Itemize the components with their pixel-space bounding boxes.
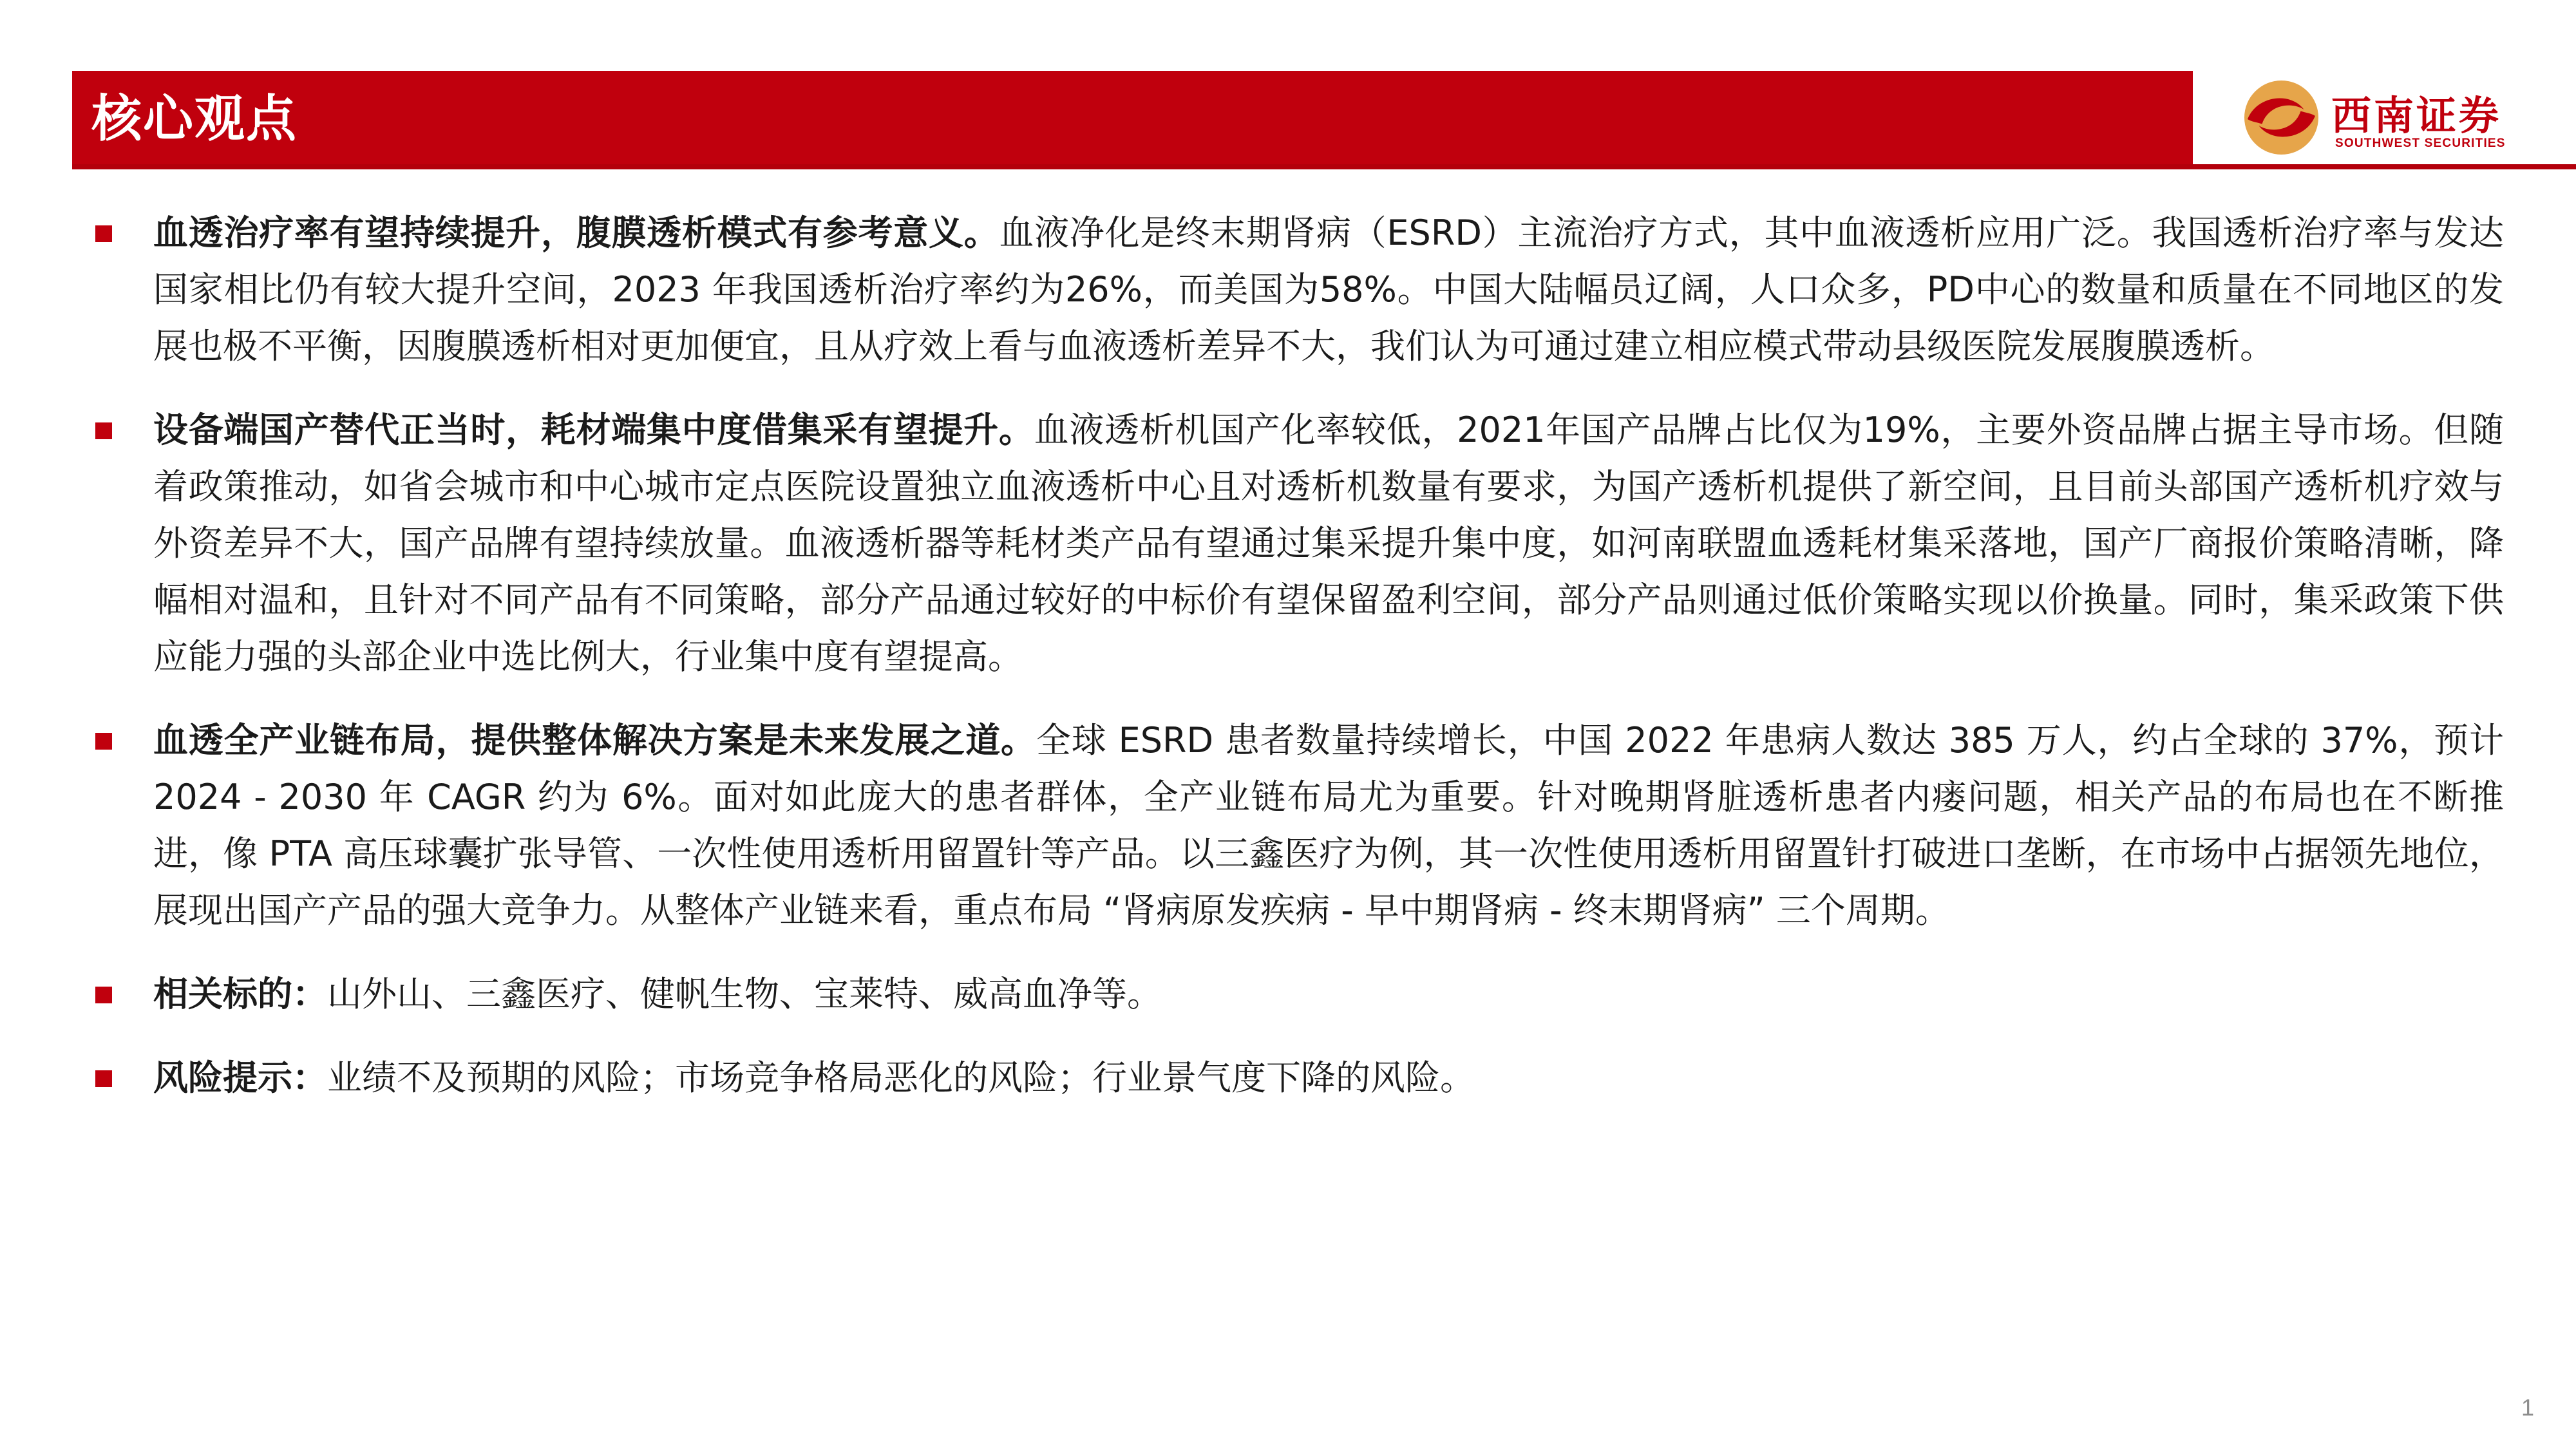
southwest-securities-logo-icon [2241, 77, 2322, 158]
key-point [95, 205, 2504, 375]
point-body: 山外山、三鑫医疗、健帆生物、宝莱特、威高血净等。 [327, 974, 1162, 1014]
point-heading: 设备端国产替代正当时，耗材端集中度借集采有望提升。 [153, 410, 1034, 450]
bullet-square-icon [95, 733, 112, 750]
point-heading: 血透治疗率有望持续提升，腹膜透析模式有参考意义。 [153, 213, 999, 253]
header-divider [72, 164, 2576, 169]
point-body: 业绩不及预期的风险；市场竞争格局恶化的风险；行业景气度下降的风险。 [327, 1057, 1475, 1098]
key-point [95, 712, 2504, 939]
key-point [95, 966, 2504, 1023]
bullet-square-icon [95, 225, 112, 242]
point-body: 血液净化是终末期肾病（ESRD）主流治疗方式，其中血液透析应用广泛。我国透析治疗率与发达国家相比仍有较大提升空间，2023 年我国透析治疗率约为26%，而美国为58%。中国大陆幅员辽阔，人口众多，PD中心的数量和质量在不同地区的发展也极不平衡，因腹膜透析相对更加便宜，且从疗效上看与血液透析差异不大，我们认为可通过建立相应模式带动县级医院发展腹膜透析。 [153, 213, 2504, 366]
page-number: 1 [2521, 1394, 2534, 1421]
logo-english-text: SOUTHWEST SECURITIES [2335, 137, 2506, 150]
key-points [95, 205, 2504, 1106]
point-heading: 风险提示： [153, 1057, 327, 1098]
page-title: 核心观点 [91, 90, 298, 148]
point-heading: 相关标的： [153, 974, 327, 1014]
point-heading: 血透全产业链布局，提供整体解决方案是未来发展之道。 [153, 720, 1036, 761]
bullet-square-icon [95, 422, 112, 439]
bullet-square-icon [95, 987, 112, 1003]
bullet-square-icon [95, 1070, 112, 1087]
key-point [95, 402, 2504, 685]
point-body: 血液透析机国产化率较低，2021年国产品牌占比仅为19%，主要外资品牌占据主导市场。但随着政策推动，如省会城市和中心城市定点医院设置独立血液透析中心且对透析机数量有要求，为国产透析机提供了新空间，且目前头部国产透析机疗效与外资差异不大，国产品牌有望持续放量。血液透析器等耗材类产品有望通过集采提升集中度，如河南联盟血透耗材集采落地，国产厂商报价策略清晰，降幅相对温和，且针对不同产品有不同策略，部分产品通过较好的中标价有望保留盈利空间，部分产品则通过低价策略实现以价换量。同时，集采政策下供应能力强的头部企业中选比例大，行业集中度有望提高。 [153, 410, 2505, 677]
company-logo [2241, 76, 2524, 160]
key-point [95, 1050, 2504, 1106]
point-body: 全球 ESRD 患者数量持续增长，中国 2022 年患病人数达 385 万人，约占全球的 37%，预计 2024 - 2030 年 CAGR 约为 6%。面对如此庞大的患者群体，全产业链布局尤为重要。针对晚期肾脏透析患者内瘘问题，相关产品的布局也在不断推进，像 PTA 高压球囊扩张导管、一次性使用透析用留置针等产品。以三鑫医疗为例，其一次性使用透析用留置针打破进口垄断，在市场中占据领先地位，展现出国产产品的强大竞争力。从整体产业链来看，重点布局 “肾病原发疾病 - 早中期肾病 - 终末期肾病” 三个周期。 [153, 720, 2505, 931]
logo-chinese-text: 西南证券 [2331, 92, 2502, 139]
header-bar [72, 71, 2193, 166]
